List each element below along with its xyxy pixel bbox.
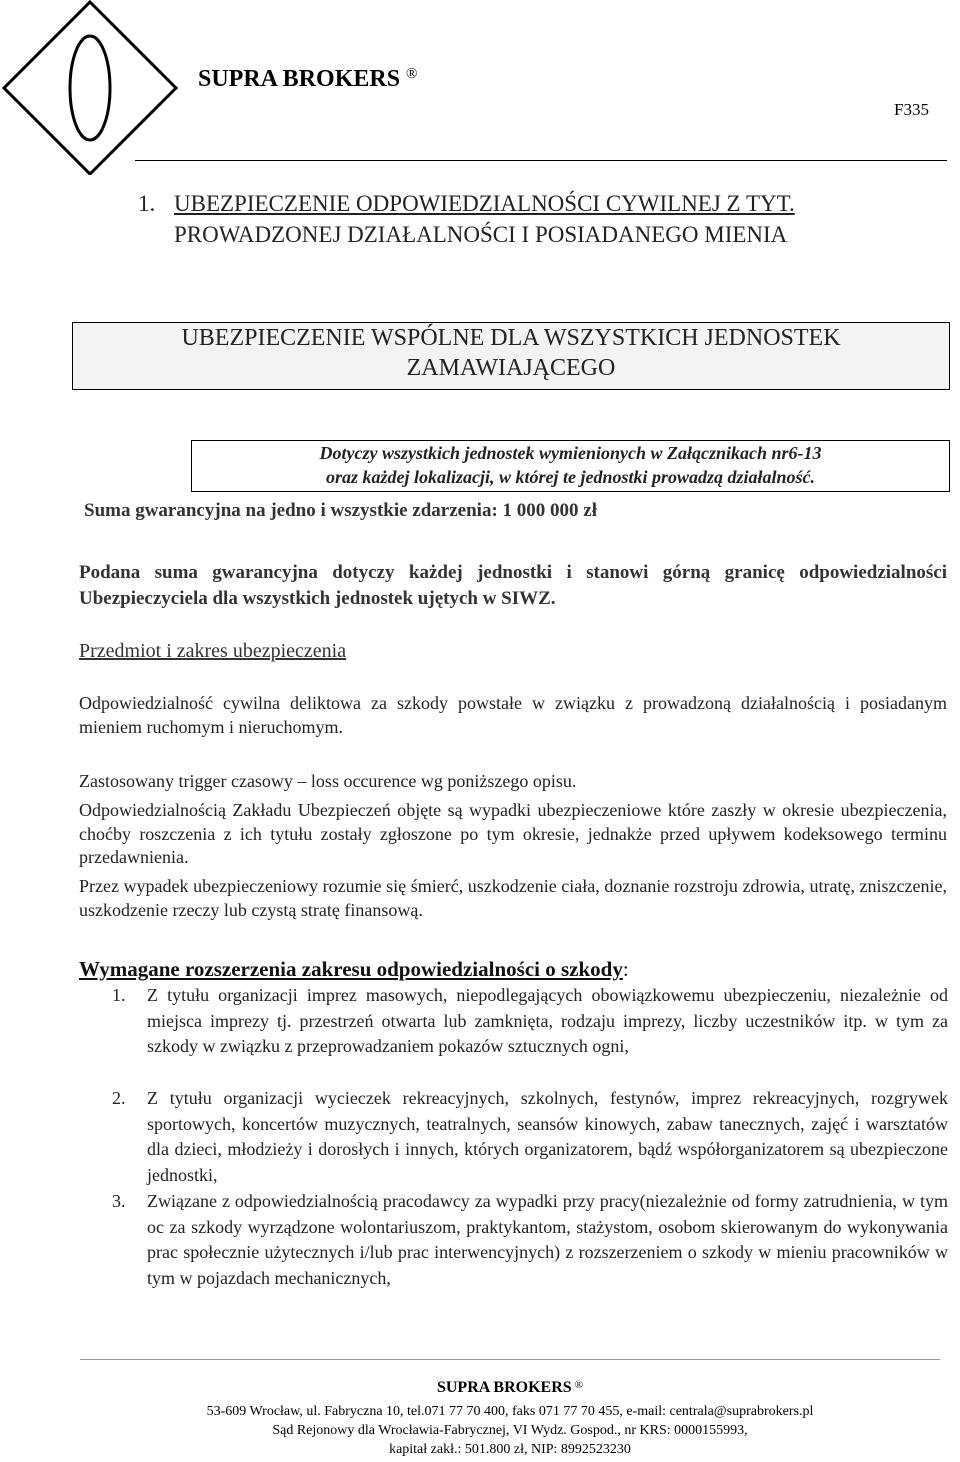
joint-insurance-line-2: ZAMAWIAJĄCEGO: [406, 355, 616, 381]
paragraph-definition: Przez wypadek ubezpieczeniowy rozumie się śmierć, uszkodzenie ciała, doznanie rozstroju zdrowia, utratę, zniszczenie, uszkodzenie rzeczy lub czystą stratę finansową.: [79, 876, 947, 920]
list-item: [112, 983, 948, 1060]
footer-divider: [80, 1359, 940, 1360]
joint-insurance-box: [72, 322, 950, 390]
brand-name: SUPRA BROKERS ®: [198, 66, 418, 92]
paragraph-trigger: Zastosowany trigger czasowy – loss occurence wg poniższego opisu.: [79, 771, 577, 791]
subject-scope-heading: Przedmiot i zakres ubezpieczenia: [79, 640, 347, 662]
footer-address: 53-609 Wrocław, ul. Fabryczna 10, tel.071 77 70 400, faks 071 77 70 455, e-mail: centrala@suprabrokers.pl: [206, 1404, 814, 1419]
scope-note-line-2: oraz każdej lokalizacji, w której te jednostki prowadzą działalność.: [325, 467, 816, 487]
list-item-text: Związane z odpowiedzialnością pracodawcy za wypadki przy pracy(niezależnie od formy zatrudnienia, w tym oc za szkody wyrządzone wolontariuszom, praktykantom, stażystom, osobom skierowanym do wykonywania prac społecznie użytecznych i/lub prac interwencyjnych) z rozszerzeniem o szkody w mieniu pracowników w tym w pojazdach mechanicznych,: [147, 1191, 948, 1288]
footer-registered-mark: ®: [574, 1379, 584, 1391]
list-item-number: 3.: [112, 1191, 126, 1211]
list-item-number: 1.: [112, 985, 126, 1005]
scope-note-box: [191, 440, 950, 492]
paragraph-coverage: Odpowiedzialnością Zakładu Ubezpieczeń objęte są wypadki ubezpieczeniowe które zaszły w okresie ubezpieczenia, choćby roszczenia z ich tytułu zostały zgłoszone po tym okresie, jednakże przed upływem kodeksowego terminu przedawnienia.: [79, 800, 947, 867]
heading-colon: :: [622, 957, 629, 981]
list-item-number: 2.: [112, 1088, 126, 1108]
list-item-text: Z tytułu organizacji wycieczek rekreacyjnych, szkolnych, festynów, imprez rekreacyjnych, rozgrywek sportowych, koncertów muzycznych, teatralnych, seansów kinowych, zabaw tanecznych, zajęć i warsztatów dla dzieci, młodzieży i dorosłych i innych, których organizatorem, bądź współorganizatorem są ubezpieczone jednostki,: [147, 1088, 948, 1185]
paragraph-liability: Odpowiedzialność cywilna deliktowa za szkody powstałe w związku z prowadzoną działalnością i posiadanym mieniem ruchomym i nieruchomym.: [79, 693, 947, 737]
header-divider: [135, 160, 947, 161]
required-extensions-title: Wymagane rozszerzenia zakresu odpowiedzialności o szkody: [79, 957, 623, 981]
scope-note-line-1: Dotyczy wszystkich jednostek wymienionych w Załącznikach nr6-13: [319, 443, 822, 463]
company-logo-icon: [0, 0, 180, 175]
section-title-line-2: PROWADZONEJ DZIAŁALNOŚCI I POSIADANEGO MIENIA: [174, 222, 788, 247]
registered-mark: ®: [406, 66, 418, 82]
sum-insured-note: Podana suma gwarancyjna dotyczy każdej jednostki i stanowi górną granicę odpowiedzialności Ubezpieczyciela dla wszystkich jednostek ujętych w SIWZ.: [79, 562, 947, 609]
footer-court-registration: Sąd Rejonowy dla Wrocławia-Fabrycznej, VI Wydz. Gospod., nr KRS: 0000155993,: [272, 1423, 748, 1438]
footer-capital-tax-id: kapitał zakł.: 501.800 zł, NIP: 8992523230: [389, 1442, 631, 1457]
footer-brand: SUPRA BROKERS ®: [436, 1379, 584, 1396]
required-extensions-heading: [79, 957, 629, 982]
section-title-line-1: UBEZPIECZENIE ODPOWIEDZIALNOŚCI CYWILNEJ Z TYT.: [174, 191, 795, 216]
section-number: 1.: [138, 191, 156, 216]
joint-insurance-line-1: UBEZPIECZENIE WSPÓLNE DLA WSZYSTKICH JEDNOSTEK: [181, 325, 841, 351]
list-item-text: Z tytułu organizacji imprez masowych, niepodlegających obowiązkowemu ubezpieczeniu, niezależnie od miejsca imprezy tj. przestrzeń otwarta lub zamknięta, rodzaju imprezy, liczby uczestników itp. w tym za szkody w związku z przeprowadzaniem pokazów sztucznych ogni,: [147, 985, 948, 1056]
list-item: [112, 1086, 948, 1188]
document-code: F335: [894, 100, 929, 119]
sum-insured-statement: Suma gwarancyjna na jedno i wszystkie zdarzenia: 1 000 000 zł: [84, 500, 597, 521]
list-item: [112, 1189, 948, 1291]
